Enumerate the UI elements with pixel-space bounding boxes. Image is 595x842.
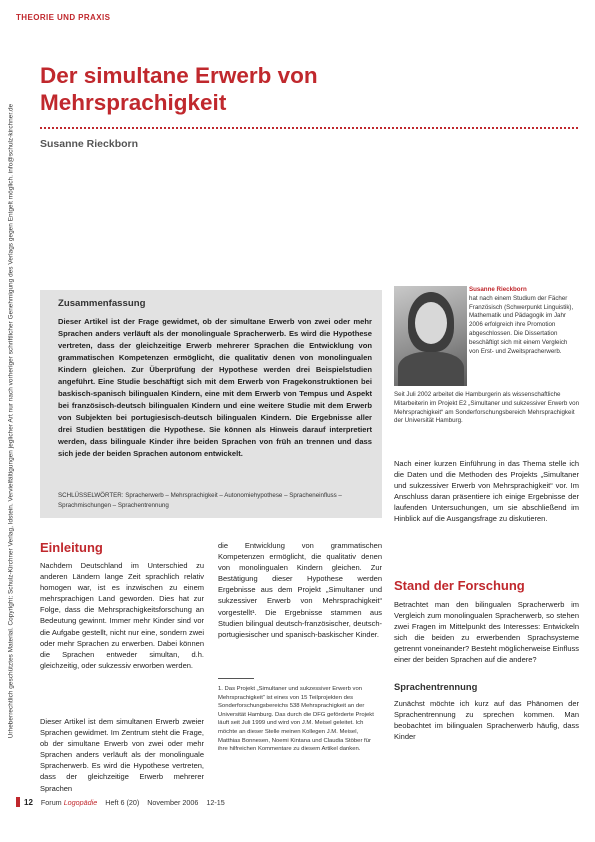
- col2-paragraph: die Entwicklung von grammatischen Kompetenzen ermöglicht, die qualitativ denen von monolingualen Kindern gleichen. Zur Bestätigung dieser Hypothese werden Ergebnisse aus dem Projekt „Simultaner und sukzessiver Erwerb von Mehrsprachigkeit“ vorgestellt¹. Die Ergebnisse stammen aus Studien bilingual deutsch-französischer, deutsch-portugiesischer und spanisch-baskischer Kinder.: [218, 541, 382, 639]
- magazine-prefix: Forum: [40, 798, 62, 807]
- article-author: Susanne Rieckborn: [40, 138, 139, 150]
- author-photo: [394, 286, 467, 386]
- abstract-text: Dieser Artikel ist der Frage gewidmet, ob der simultane Erwerb von zwei oder mehr Sprachen anders verläuft als der monolinguale Spracherwerb. Es wird die Hypothese vertreten, dass der gleichzeitige Erwerb mehrerer Sprachen die Entwicklung von grammatischen Kompetenzen ermöglicht, die qualitativ denen von monolingualen Kindern gleichen. Zur Überprüfung der Hypothese werden drei Beispielstudien angeführt. Eine Studie beschäftigt sich mit dem Erwerb von Fragekonstruktionen bei baskisch-spanisch bilingualen Kindern, eine mit dem Erwerb von Tempus und Aspekt bei französisch-deutsch bilingualen Kindern und eine weitere Studie mit dem Erwerb von Subjekten bei portugiesisch-deutsch bilingualen Kindern. Die Ergebnisse aller drei Studien bestätigen die Hypothese. Sie können als Hinweis darauf interpretiert werden, dass bilinguale Kinder ihre beiden Sprachen von früh an trennen und dass sich jede der beiden Sprachen autonom entwickelt.: [58, 317, 372, 458]
- col1-paragraph-1: Nachdem Deutschland im Unterschied zu anderen Ländern lange Zeit sprachlich relativ homogen war, ist es inzwischen zu einem mehrsprachigen Land geworden. Dies hat zur Folge, dass die Mehrsprachigkeitsforschung an Bedeutung gewinnt. Immer mehr Kinder sind vor die Aufgabe gestellt, nicht nur eine, sondern zwei oder mehr Sprachen zu erwerben. Dabei können die Sprachen entweder simultan, d.h. gleichzeitig, oder sukzessiv erworben werden.: [40, 561, 204, 670]
- keywords: [58, 491, 372, 511]
- stand-paragraph: Betrachtet man den bilingualen Spracherwerb im Vergleich zum monolingualen Spracherwerb, so stehen zwei Fragen im Mittelpunkt des Interesses: Entwickeln sich die beiden zu erwerbenden Sprachsysteme getrennt voneinander? Besteht möglicherweise Einfluss einer der beiden Sprachen auf die andere?: [394, 600, 579, 665]
- copyright-sidebar: [2, 0, 20, 842]
- issue: Heft 6 (20): [105, 798, 140, 807]
- magazine-name: Logopädie: [63, 798, 98, 807]
- footnote-rule: [218, 678, 254, 679]
- bio-text-lower: Seit Juli 2002 arbeitet die Hamburgerin als wissenschaftliche Mitarbeiterin im Projekt E2 „Simultaner und sukzessiver Erwerb von Mehrsprachigkeit“ am Sonderforschungsbereich Mehrsprachigkeit der Universität Hamburg.: [394, 391, 580, 425]
- bio-author-name: Susanne Rieckborn: [469, 286, 527, 293]
- col1-paragraph-2: Dieser Artikel ist dem simultanen Erwerb zweier Sprachen gewidmet. Im Zentrum steht die Frage, ob der simultane Erwerb von zwei oder mehr Sprachen anders verläuft als der monolinguale Spracherwerb. Es wird die Hypothese vertreten, dass der gleichzeitige Erwerb mehrerer Sprachen: [40, 717, 204, 793]
- heading-sprachentrennung: Sprachentrennung: [394, 681, 478, 692]
- heading-einleitung: Einleitung: [40, 540, 103, 555]
- keywords-list: Spracherwerb – Mehrsprachigkeit – Autonomiehypothese – Spracheneinfluss – Sprachmischungen – Sprachentrennung: [58, 492, 342, 509]
- article-title: Der simultane Erwerb von Mehrsprachigkeit: [40, 63, 318, 115]
- author-bio-upper: [469, 286, 579, 356]
- section-label: THEORIE UND PRAXIS: [16, 13, 111, 22]
- page-number: 12: [24, 798, 33, 807]
- footer: [24, 798, 225, 807]
- bio-text-upper: hat nach einem Studium der Fächer Französisch (Schwerpunkt Linguistik), Mathematik und Pädagogik im Jahr 2006 erfolgreich ihre Promotion abgeschlossen. Die Dissertation beschäftigt sich mit einem Vergleich von Erst- und Zweitspracherwerb.: [469, 294, 574, 355]
- copyright-notice: Urheberrechtlich geschütztes Material. Copyright: Schulz-Kirchner Verlag, Idstein. Vervielfältigungen jeglicher Art nur nach vorheriger schriftlicher Genehmigung des Verlags gegen Entgelt möglich. info@schulz-kirchner.de: [7, 103, 15, 739]
- abstract-heading: Zusammenfassung: [58, 298, 146, 309]
- col3-intro: Nach einer kurzen Einführung in das Thema stelle ich die Daten und die Methoden des Projekts „Simultaner und sukzessiver Erwerb von Mehrsprachigkeit“ vor. Im Anschluss daran präsentiere ich einige Ergebnisse der laufenden Untersuchungen, um sie abschließend im Hinblick auf die Ausgangsfrage zu diskutieren.: [394, 459, 579, 524]
- trennung-paragraph: Zunächst möchte ich kurz auf das Phänomen der Sprachentrennung zu sprechen kommen. Man beobachtet im bilingualen Spracherwerb häufig, dass Kinder: [394, 699, 579, 742]
- footnote: 1. Das Projekt „Simultaner und sukzessiver Erwerb von Mehrsprachigkeit“ ist eines von 15 Teilprojekten des Sonderforschungsbereichs 538 Mehrsprachigkeit an der Universität Hamburg. Das durch die DFG geförderte Projekt läuft seit Juli 1999 und wird von J.M. Meisel geleitet. Ich möchte an dieser Stelle meinen Kollegen J.M. Meisel, Matthias Bonnesen, Noemi Kintana und Claudia Stöber für ihre hilfreichen Kommentare zu diesem Artikel danken.: [218, 686, 374, 753]
- heading-stand-der-forschung: Stand der Forschung: [394, 578, 525, 593]
- keywords-label: SCHLÜSSELWÖRTER:: [58, 492, 124, 499]
- page-range: 12-15: [206, 798, 225, 807]
- footer-accent-bar: [16, 797, 20, 807]
- dotted-divider: [40, 127, 578, 129]
- issue-date: November 2006: [147, 798, 199, 807]
